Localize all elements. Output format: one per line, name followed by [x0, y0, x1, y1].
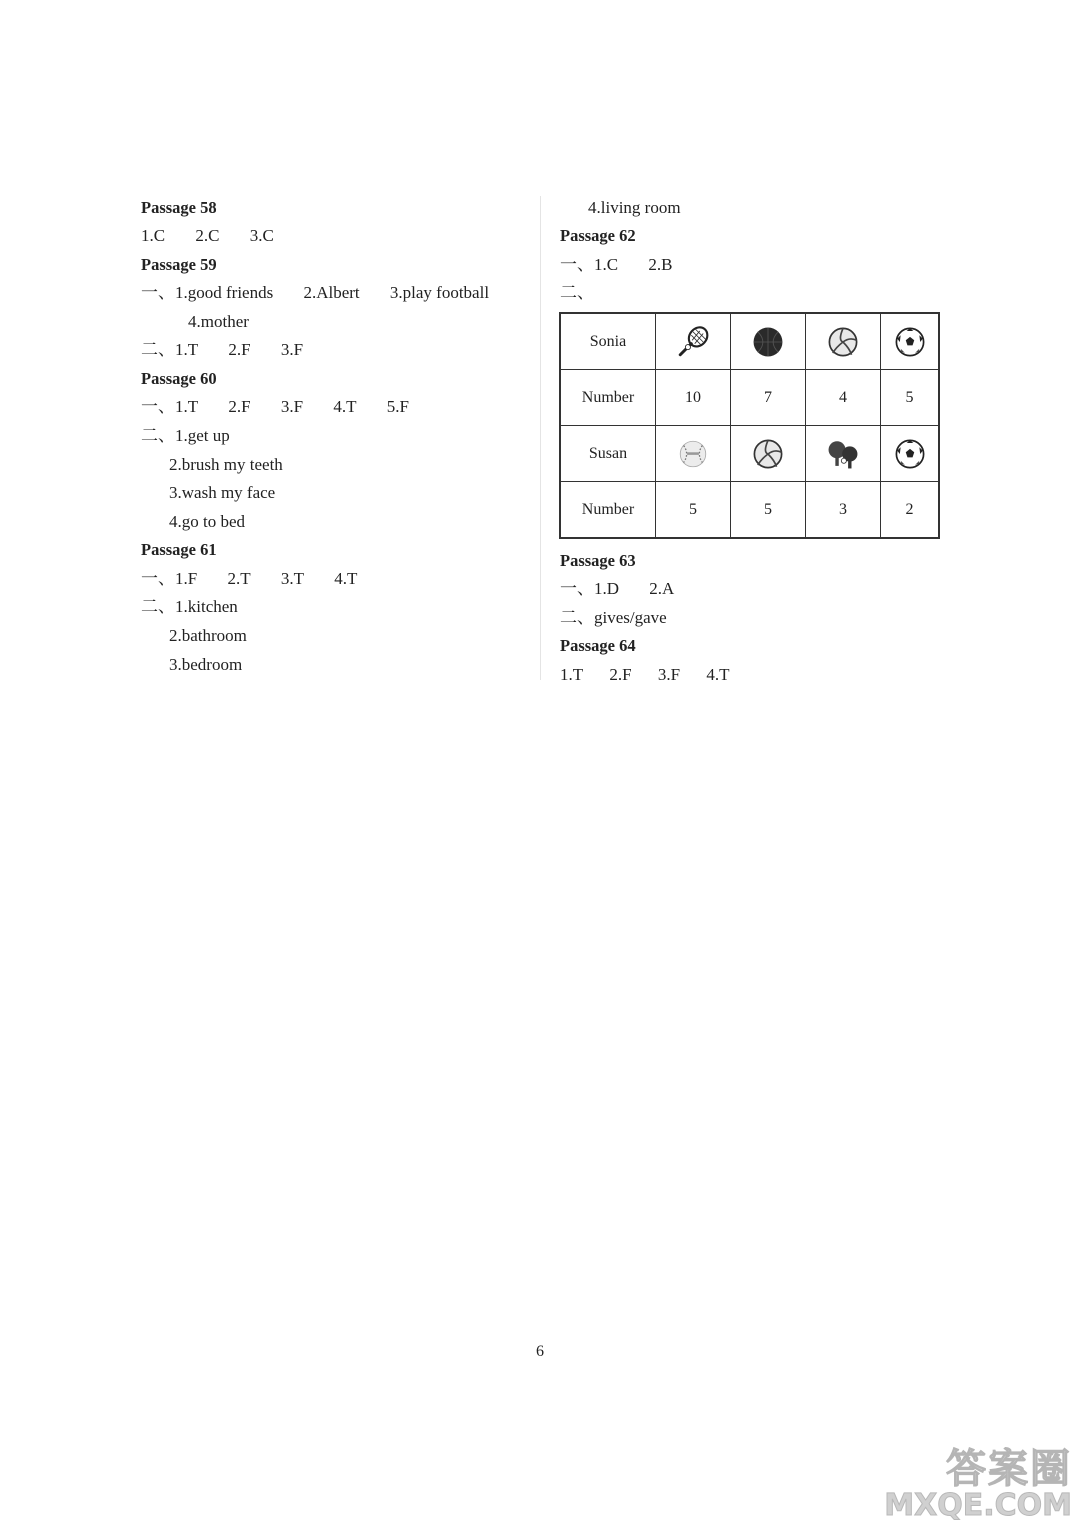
passage-59-part1: [141, 283, 489, 303]
answer: 2.bathroom: [169, 626, 247, 645]
page-number: 6: [536, 1343, 544, 1360]
answer: 3.wash my face: [169, 483, 276, 502]
passage-58-answers: [141, 226, 274, 246]
answer: 一、1.C: [560, 255, 619, 274]
tennis-racket-cell: [656, 313, 731, 370]
watermark-logo-text: 答案圈: [946, 1446, 1072, 1492]
ping-pong-cell: [806, 426, 881, 482]
watermark-url: MXQE.COM: [884, 1488, 1072, 1523]
answer: 4.mother: [188, 312, 249, 331]
answer: 一、1.D: [560, 579, 620, 598]
watermark: [884, 1437, 1072, 1523]
soccer-ball-cell: [881, 313, 940, 370]
soccer-ball-cell: [881, 426, 940, 482]
passage-63-part1: [560, 579, 674, 599]
passage-62-title: Passage 62: [560, 226, 636, 245]
answer: 2.F: [228, 340, 251, 359]
volleyball-cell: [806, 313, 881, 370]
answer: 2.A: [649, 579, 675, 598]
row-label-number: Number: [560, 370, 656, 426]
answer: 2.B: [648, 255, 673, 274]
answer: 3.T: [280, 569, 304, 588]
answer: 2.F: [609, 665, 632, 684]
sports-table: [559, 312, 940, 539]
volleyball-icon: [826, 325, 860, 359]
basketball-cell: [731, 313, 806, 370]
answer: 2.Albert: [303, 283, 360, 302]
soccer-ball-icon: [893, 325, 927, 359]
volleyball-cell: [731, 426, 806, 482]
table-cell: 5: [881, 370, 940, 426]
answer: 4.living room: [588, 198, 681, 217]
answer: 3.F: [280, 340, 304, 359]
table-cell: 3: [806, 482, 881, 539]
answer: 二、gives/gave: [560, 608, 667, 627]
volleyball-icon: [751, 437, 785, 471]
table-cell: 7: [731, 370, 806, 426]
passage-61-title: Passage 61: [141, 540, 217, 559]
answer: 3.play football: [389, 283, 490, 302]
table-cell: 2: [881, 482, 940, 539]
passage-63-title: Passage 63: [560, 551, 636, 570]
answer: 二、1.T: [141, 340, 199, 359]
answer: 4.T: [334, 569, 358, 588]
passage-59-title: Passage 59: [141, 255, 217, 274]
table-row: [560, 313, 939, 370]
row-label-susan: Susan: [560, 426, 656, 482]
table-cell: 5: [731, 482, 806, 539]
answer: 3.bedroom: [169, 655, 243, 674]
answer: 二、1.kitchen: [141, 597, 238, 616]
table-cell: 4: [806, 370, 881, 426]
table-cell: 5: [656, 482, 731, 539]
answer: 2.brush my teeth: [169, 455, 283, 474]
passage-60-title: Passage 60: [141, 369, 217, 388]
row-label-number: Number: [560, 482, 656, 539]
table-row: [560, 370, 939, 426]
passage-58-title: Passage 58: [141, 198, 217, 217]
column-divider: [540, 196, 541, 680]
passage-62-part2-label: 二、: [560, 283, 594, 302]
soccer-ball-icon: [893, 437, 927, 471]
answer: 3.F: [657, 665, 681, 684]
answer: 2.T: [227, 569, 251, 588]
baseball-icon: [676, 437, 710, 471]
answer: 1.T: [560, 665, 584, 684]
answer: 4.go to bed: [169, 512, 246, 531]
answer: 2.F: [228, 397, 251, 416]
answer: 1.C: [141, 226, 166, 245]
tennis-racket-icon: [676, 325, 710, 359]
passage-62-part1: [560, 255, 672, 275]
passage-64-title: Passage 64: [560, 636, 636, 655]
passage-61-part1: [141, 569, 357, 589]
passage-60-part1: [141, 397, 409, 417]
ping-pong-icon: [826, 437, 860, 471]
answer: 2.C: [195, 226, 220, 245]
answer: 4.T: [706, 665, 730, 684]
passage-64-answers: [560, 665, 729, 685]
answer: 一、1.good friends: [141, 283, 274, 302]
passage-59-part2: [141, 340, 303, 360]
table-row: [560, 482, 939, 539]
answer: 一、1.T: [141, 397, 199, 416]
answer: 3.F: [280, 397, 304, 416]
table-cell: 10: [656, 370, 731, 426]
baseball-cell: [656, 426, 731, 482]
answer: 4.T: [333, 397, 357, 416]
answer: 3.C: [249, 226, 274, 245]
answer: 5.F: [386, 397, 409, 416]
row-label-sonia: Sonia: [560, 313, 656, 370]
answer: 一、1.F: [141, 569, 198, 588]
basketball-icon: [751, 325, 785, 359]
answer: 二、1.get up: [141, 426, 230, 445]
table-row: [560, 426, 939, 482]
